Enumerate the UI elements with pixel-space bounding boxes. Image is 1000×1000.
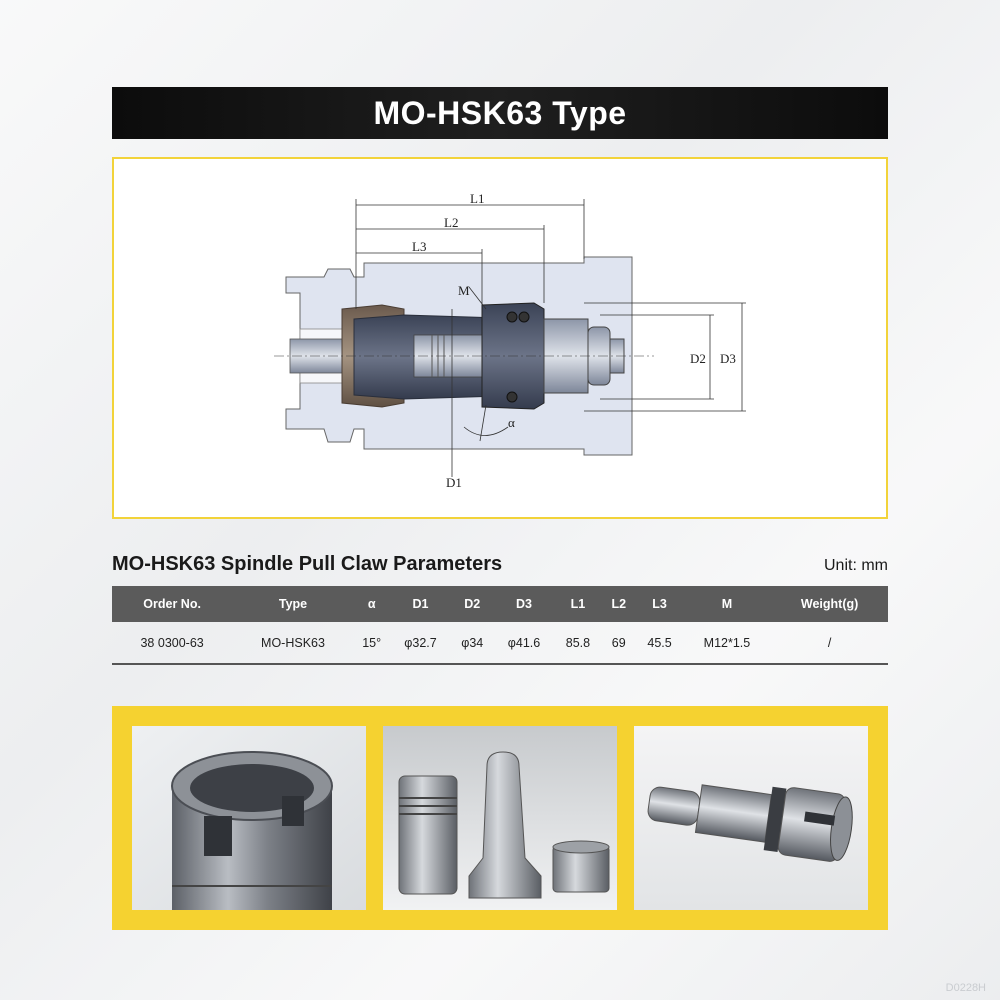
ball-icon-top2 bbox=[519, 312, 529, 322]
header-order-no: Order No. bbox=[112, 586, 232, 622]
header-d1: D1 bbox=[390, 586, 452, 622]
header-m: M bbox=[683, 586, 772, 622]
collet-parts-photo bbox=[383, 726, 617, 910]
header-l2: L2 bbox=[601, 586, 636, 622]
ball-icon-bottom bbox=[507, 392, 517, 402]
table-row bbox=[112, 622, 888, 664]
cell-type: MO-HSK63 bbox=[232, 622, 353, 664]
parameters-table bbox=[112, 586, 888, 665]
ball-icon-top bbox=[507, 312, 517, 322]
unit-label: Unit: mm bbox=[824, 557, 888, 574]
title-bar bbox=[112, 87, 888, 139]
cell-l3: 45.5 bbox=[636, 622, 682, 664]
pull-claw-assembly-photo bbox=[634, 726, 868, 910]
header-type: Type bbox=[232, 586, 353, 622]
sleeve-closeup-photo bbox=[132, 726, 366, 910]
label-d2: D2 bbox=[690, 351, 706, 366]
header-d3: D3 bbox=[493, 586, 555, 622]
cell-weight: / bbox=[771, 622, 888, 664]
label-m: M bbox=[458, 283, 470, 298]
cell-d3: φ41.6 bbox=[493, 622, 555, 664]
header-d2: D2 bbox=[451, 586, 493, 622]
label-l2: L2 bbox=[444, 215, 459, 230]
header-l1: L1 bbox=[555, 586, 601, 622]
watermark: D0228H bbox=[945, 982, 986, 994]
cell-l2: 69 bbox=[601, 622, 636, 664]
label-alpha: α bbox=[508, 415, 515, 430]
label-l1: L1 bbox=[470, 191, 485, 206]
product-photo-band bbox=[112, 706, 888, 930]
section-title: MO-HSK63 Spindle Pull Claw Parameters bbox=[112, 553, 503, 575]
header-alpha: α bbox=[354, 586, 390, 622]
cell-l1: 85.8 bbox=[555, 622, 601, 664]
label-d1: D1 bbox=[446, 475, 462, 490]
cell-d1: φ32.7 bbox=[390, 622, 452, 664]
table-header-row bbox=[112, 586, 888, 622]
technical-drawing-frame bbox=[112, 157, 888, 519]
cell-alpha: 15° bbox=[354, 622, 390, 664]
cross-section-diagram bbox=[114, 159, 886, 517]
cell-d2: φ34 bbox=[451, 622, 493, 664]
header-weight: Weight(g) bbox=[771, 586, 888, 622]
page-title: MO-HSK63 Type bbox=[373, 94, 627, 131]
label-l3: L3 bbox=[412, 239, 427, 254]
label-d3: D3 bbox=[720, 351, 736, 366]
cell-m: M12*1.5 bbox=[683, 622, 772, 664]
header-l3: L3 bbox=[636, 586, 682, 622]
cell-order-no: 38 0300-63 bbox=[112, 622, 232, 664]
